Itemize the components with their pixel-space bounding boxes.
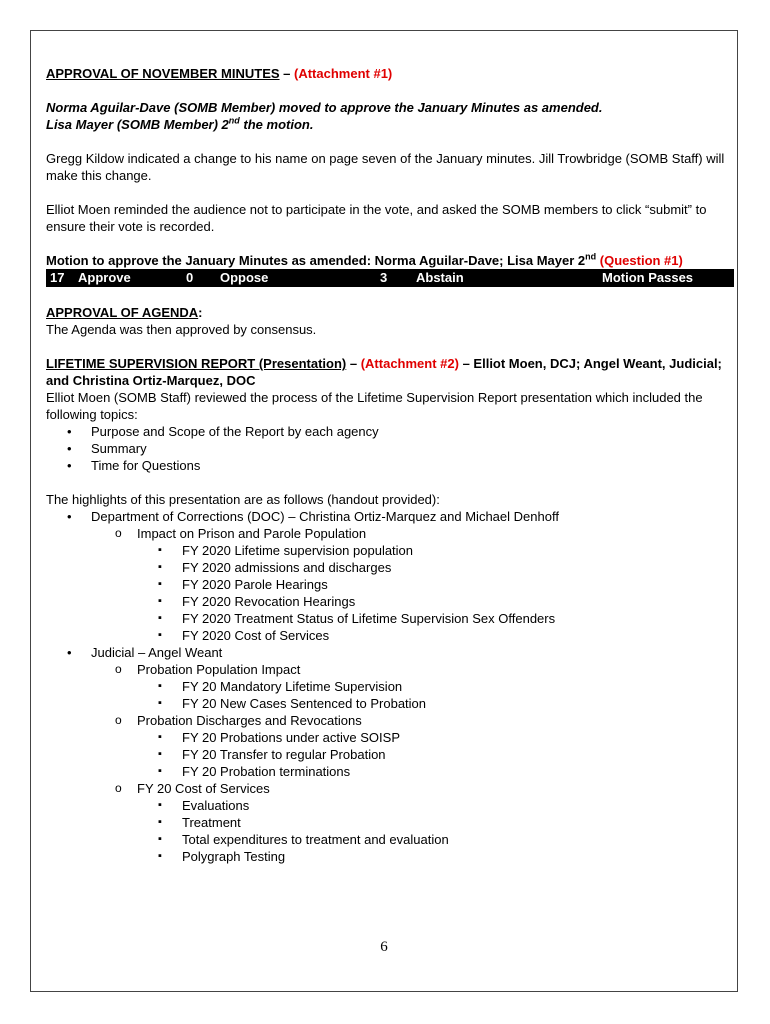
presenters: – Elliot Moen, DCJ; Angel Weant, Judicial; and Christina Ortiz-Marquez, DOC [46,356,722,388]
agenda-approval-text: The Agenda was then approved by consensus. [46,322,317,337]
presentation-intro: Elliot Moen (SOMB Staff) reviewed the process of the Lifetime Supervision Report presentation which included the following topics: [46,390,703,422]
page-content [46,65,729,865]
heading-colon: : [198,305,203,320]
motion-statement [46,99,729,133]
attachment-label: (Attachment #1) [294,66,393,81]
list-item: ▪ Evaluations [46,797,729,814]
list-item: ▪ FY 20 Probation terminations [46,763,729,780]
oppose-label: Oppose [220,270,269,285]
motion-line-2b: the motion. [239,117,314,132]
motion-vote-sup: nd [585,251,597,262]
list-item: ▪ FY 2020 Treatment Status of Lifetime Supervision Sex Offenders [46,610,729,627]
document-page [30,30,738,992]
highlights-list-judicial [46,644,729,661]
highlights-list [46,508,729,525]
judicial-sublist-3 [46,780,729,797]
page-number: 6 [380,939,388,955]
list-item: ▪ FY 2020 admissions and discharges [46,559,729,576]
heading-dash: – [346,356,361,371]
list-item: ▪ FY 20 Probations under active SOISP [46,729,729,746]
approve-label: Approve [78,270,131,285]
list-item: ▪ Treatment [46,814,729,831]
abstain-label: Abstain [416,270,464,285]
attachment-label: (Attachment #2) [360,356,459,371]
list-item: ▪ FY 20 Transfer to regular Probation [46,746,729,763]
motion-result: Motion Passes [602,270,694,285]
approve-count: 17 [50,270,65,285]
doc-sublist [46,525,729,542]
judicial-sublist-1 [46,661,729,678]
abstain-count: 3 [380,270,388,285]
list-item: o FY 20 Cost of Services [46,780,729,797]
oppose-count: 0 [186,270,194,285]
section-heading-november-minutes [46,65,729,82]
paragraph-name-change: Gregg Kildow indicated a change to his name on page seven of the January minutes. Jill Trowbridge (SOMB Staff) will make this change. [46,151,725,183]
list-item: ▪ FY 2020 Cost of Services [46,627,729,644]
motion-vote-text: Motion to approve the January Minutes as amended: Norma Aguilar-Dave; Lisa Mayer 2 [46,253,586,268]
paragraph-vote-reminder: Elliot Moen reminded the audience not to participate in the vote, and asked the SOMB members to click “submit” to ensure their vote is recorded. [46,202,707,234]
judicial-items-2 [46,729,729,780]
judicial-items-3 [46,797,729,865]
list-item: ▪ FY 20 New Cases Sentenced to Probation [46,695,729,712]
list-item: • Summary [46,440,729,457]
heading-dash: – [279,66,295,81]
doc-items-list [46,542,729,644]
vote-result-bar [46,269,734,287]
highlights-intro: The highlights of this presentation are as follows (handout provided): [46,492,440,507]
list-item: o Probation Population Impact [46,661,729,678]
heading-text: APPROVAL OF AGENDA [46,305,199,320]
judicial-items-1 [46,678,729,712]
topics-list [46,423,729,474]
list-item: • Time for Questions [46,457,729,474]
motion-line-2-sup: nd [228,115,240,126]
section-heading-lifetime-supervision [46,355,729,389]
list-item-judicial: • Judicial – Angel Weant [46,644,729,661]
heading-text: LIFETIME SUPERVISION REPORT (Presentation) [46,356,347,371]
motion-line-2a: Lisa Mayer (SOMB Member) 2 [46,117,229,132]
motion-vote-line [46,252,729,269]
motion-line-1: Norma Aguilar-Dave (SOMB Member) moved to approve the January Minutes as amended. [46,100,603,115]
judicial-sublist-2 [46,712,729,729]
list-item: ▪ FY 20 Mandatory Lifetime Supervision [46,678,729,695]
doc-label: Department of Corrections (DOC) – Christina Ortiz-Marquez and Michael Denhoff [91,509,559,524]
section-heading-agenda [46,304,729,321]
question-label: (Question #1) [599,253,683,268]
list-item: ▪ FY 2020 Revocation Hearings [46,593,729,610]
list-item-doc [46,508,729,525]
heading-text: APPROVAL OF NOVEMBER MINUTES [46,66,280,81]
list-item: ▪ FY 2020 Lifetime supervision population [46,542,729,559]
list-item: • Purpose and Scope of the Report by each agency [46,423,729,440]
list-item: o Probation Discharges and Revocations [46,712,729,729]
list-item: ▪ Total expenditures to treatment and evaluation [46,831,729,848]
list-item: o Impact on Prison and Parole Population [46,525,729,542]
list-item: ▪ Polygraph Testing [46,848,729,865]
list-item: ▪ FY 2020 Parole Hearings [46,576,729,593]
